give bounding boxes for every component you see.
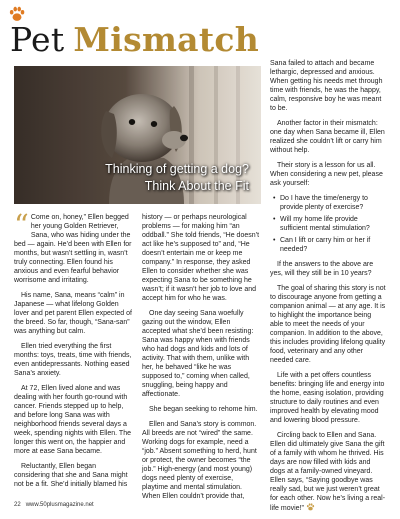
- paragraph: Their story is a lesson for us all. When considering a new pet, please ask yourself:: [270, 162, 383, 187]
- title-word-mismatch: Mismatch: [73, 20, 260, 59]
- paragraph: Ellen and Sana’s story is common. All breeds are not “wired” the same. Working dogs for example, need a “job.” Absent something to herd, hunt or protect, the owner becomes “the job.” High-energy (and most young) dogs need plenty of exercise, playtime and mental stimulation. When Ellen couldn’t provide that,: [142, 421, 257, 500]
- paragraph-text: Circling back to Ellen and Sana. Ellen did ultimately give Sana the gift of a family with whom he thrived. His days are now filled with kids and dogs at a family-owned vineyard. Ellen says, “Saying goodbye was really sad, but we just weren’t great for each other. Now he’s living a real-life movie!”: [270, 432, 386, 512]
- paragraph: [270, 431, 386, 513]
- paragraph: His name, Sana, means “calm” in Japanese — what lifelong Golden lover and pet parent Ellen expected of the breed. So far, though, “Sana-san” was anything but calm.: [14, 292, 132, 335]
- article-column-1: [14, 208, 132, 495]
- list-item: • Do I have the time/energy to provide plenty of exercise?: [270, 194, 386, 212]
- list-item: • Can I lift or carry him or her if needed?: [270, 236, 386, 254]
- paragraph: At 72, Ellen lived alone and was dealing with her fourth go-round with cancer. Friends stepped up to help, and before long Sana was with neighborhood friends several days a week, spending nights with Ellen. The longer this went on, the happier and more at ease Sana became.: [14, 385, 131, 455]
- website-url: www.50plusmagazine.net: [25, 502, 94, 508]
- paragraph-text: Come on, honey,” Ellen begged her young Golden Retriever, Sana, who was hiding under the bed — again. He’d been with Ellen for months, but wasn’t settling in, wasn’t truly connecting. Ellen found his anxious and even fearful behavior worrisome and irritating.: [14, 214, 132, 284]
- paragraph: Reluctantly, Ellen began considering that she and Sana might not be a fit. She’d initially blamed his: [14, 463, 128, 488]
- paragraph: She began seeking to rehome him.: [149, 406, 258, 413]
- paragraph: The goal of sharing this story is not to discourage anyone from getting a companion animal — at any age. It is to highlight the importance being able to meet the needs of your companion. In addition to the above, this includes providing lifelong quality food, veterinary and any other needed care.: [270, 285, 386, 364]
- paragraph: One day seeing Sana woefully gazing out the window, Ellen accepted what she’d been resisting: Sana was happy when with friends who had dogs and kids and lots of activity. That with them, unlike with her, he behaved “like he was supposed to,” coming when called, snuggling, being happy and affectionate.: [142, 310, 254, 398]
- paragraph: Life with a pet offers countless benefits: bringing life and energy into the home, easing isolation, providing structure to daily routines and even improved health by elevating mood and lowering blood pressure.: [270, 372, 385, 424]
- drop-cap-quote: “: [14, 208, 29, 242]
- paragraph: Ellen tried everything the first months: toys, treats, time with friends, even antidepressants. Nothing eased Sana’s anxiety.: [14, 343, 132, 377]
- page-number: 22: [14, 502, 21, 508]
- question-list: [270, 194, 386, 254]
- paw-icon: [306, 503, 315, 511]
- paragraph: Another factor in their mismatch: one day when Sana became ill, Ellen realized she couldn’t lift or carry him without help.: [270, 120, 385, 154]
- list-item: • Will my home life provide sufficient mental stimulation?: [270, 215, 386, 233]
- paragraph: history — or perhaps neurological problems — for making him “an oddball.” She told friends, “He doesn’t act like he’s supposed to” and, “He doesn’t entertain me or keep me company.” In response, they asked Ellen to consider whether she was expecting Sana to be something he wasn’t; if it wasn’t her job to love and accept him for who he was.: [142, 214, 260, 302]
- dog-photo: [14, 66, 261, 204]
- paragraph: [14, 208, 132, 285]
- page-footer: [14, 502, 94, 508]
- photo-caption-line1: Thinking of getting a dog?: [105, 162, 249, 176]
- paragraph: If the answers to the above are yes, will they still be in 10 years?: [270, 261, 374, 277]
- article-column-2: [142, 213, 260, 507]
- article-column-3: [270, 59, 386, 519]
- photo-caption-line2: Think About the Fit: [144, 179, 249, 193]
- title-word-pet: Pet: [10, 20, 65, 59]
- page-title: [10, 18, 259, 62]
- paragraph: Sana failed to attach and became lethargic, depressed and anxious. When getting his needs met through time with friends, he was the happy, calm, responsive boy he was meant to be.: [270, 60, 383, 112]
